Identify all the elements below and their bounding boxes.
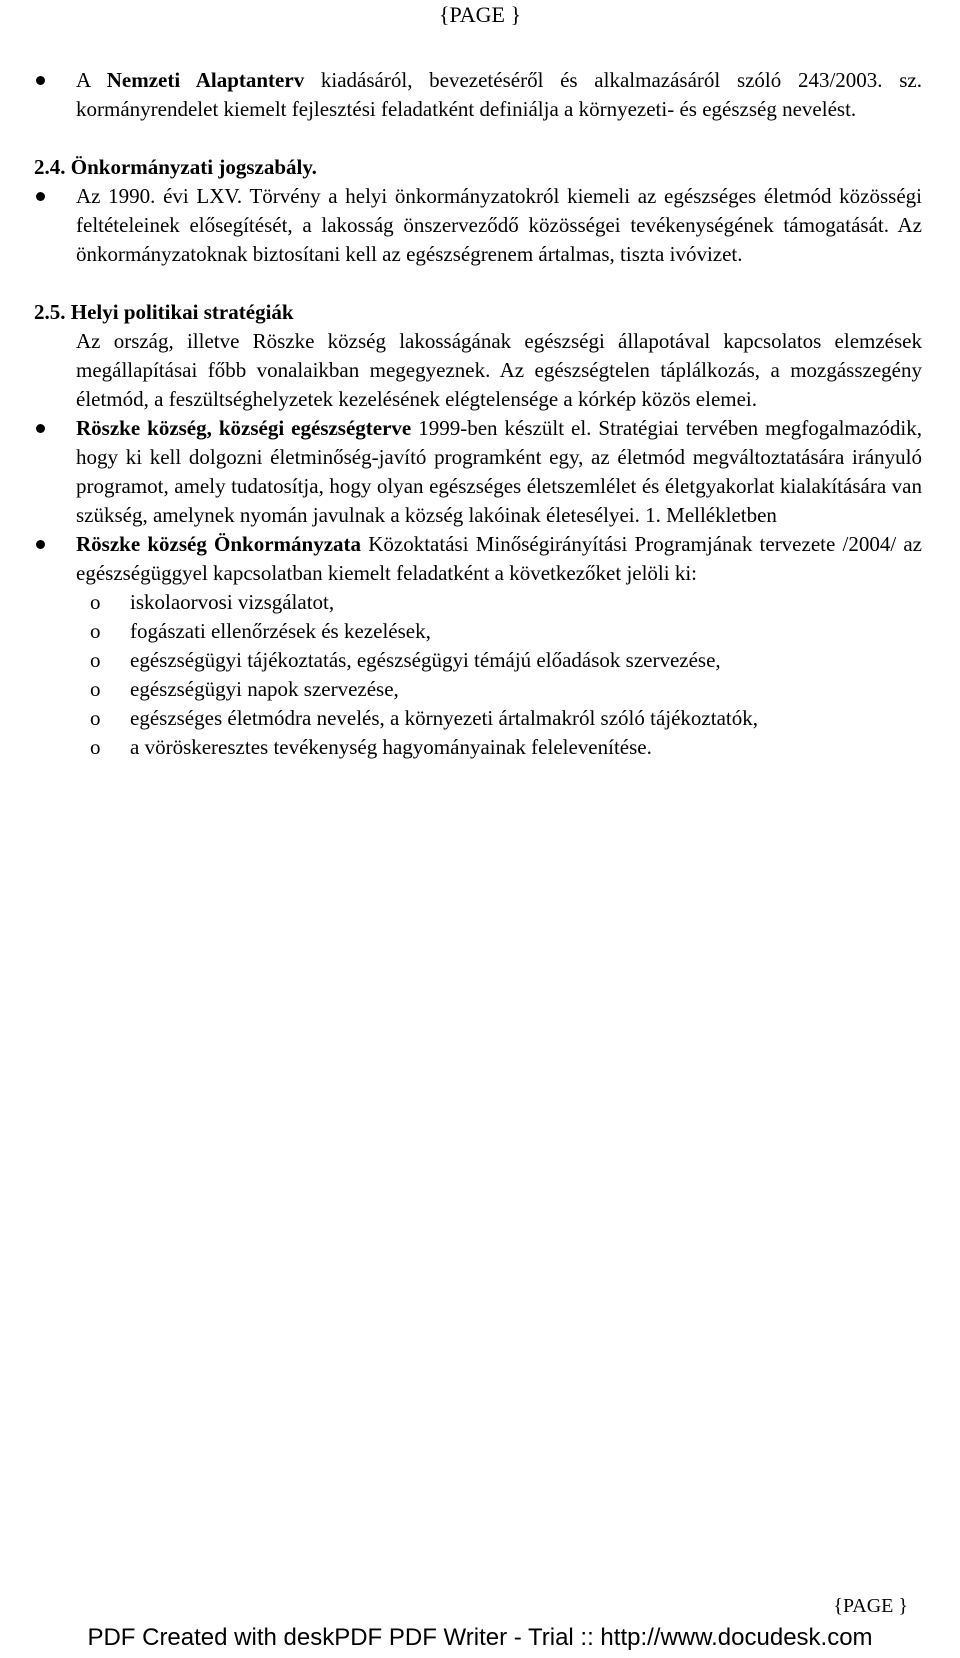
bullet-municipality — [34, 530, 922, 588]
bullet-nat — [34, 66, 922, 124]
page-header-field: {PAGE } — [438, 2, 522, 27]
list-marker: o — [90, 706, 101, 730]
section-2-5-paragraph: Az ország, illetve Röszke község lakosságának egészségi állapotával kapcsolatos elemzések megállapításai főbb vonalaikban megegyeznek. Az egészségtelen táplálkozás, a mozgásszegény életmód, a feszültséghelyzetek kezelésének elégtelensége a kórkép közös elemei. — [76, 329, 922, 411]
list-marker: o — [90, 677, 101, 701]
bullet-dot-icon — [36, 76, 45, 85]
list-marker: o — [90, 648, 101, 672]
bullet-law-text: Az 1990. évi LXV. Törvény a helyi önkormányzatokról kiemeli az egészséges életmód közösségi feltételeinek elősegítését, a lakosság önszerveződő közösségei tevékenységének támogatását. Az önkormányzatoknak biztosítani kell az egészségrenem ártalmas, tiszta ivóvizet. — [76, 184, 922, 266]
bullet-health-plan-bold: Röszke község, községi egészségterve — [76, 416, 412, 440]
list-item-text: fogászati ellenőrzések és kezelések, — [130, 619, 431, 643]
bullet-dot-icon — [36, 540, 45, 549]
section-heading-2-4: 2.4. Önkormányzati jogszabály. — [34, 155, 317, 179]
bullet-dot-icon — [36, 424, 45, 433]
bullet-nat-bold: Nemzeti Alaptanterv — [106, 68, 305, 92]
list-item — [34, 733, 922, 762]
bullet-municipality-text: Közoktatási Minőségirányítási Programjának tervezete /2004/ az egészségüggyel kapcsolatban kiemelt feladatként a következőket jelöli ki: — [76, 532, 922, 585]
bullet-nat-text: kiadásáról, bevezetéséről és alkalmazásáról szóló 243/2003. sz. kormányrendelet kiemelt fejlesztési feladatként definiálja a környezeti- és egészség nevelést. — [76, 68, 922, 121]
page-footer-field: {PAGE } — [833, 1595, 908, 1617]
pdf-watermark: PDF Created with deskPDF PDF Writer - Trial :: http://www.docudesk.com — [87, 1624, 873, 1651]
list-item-text: iskolaorvosi vizsgálatot, — [130, 590, 335, 614]
list-item — [34, 617, 922, 646]
bullet-law — [34, 182, 922, 269]
list-item — [34, 704, 922, 733]
list-item-text: egészségügyi napok szervezése, — [130, 677, 399, 701]
list-item — [34, 588, 922, 617]
section-heading-2-5: 2.5. Helyi politikai stratégiák — [34, 300, 294, 324]
bullet-health-plan — [34, 414, 922, 530]
list-item — [34, 675, 922, 704]
list-item-text: egészséges életmódra nevelés, a környezeti ártalmakról szóló tájékoztatók, — [130, 706, 758, 730]
document-body — [34, 66, 922, 762]
task-list — [34, 588, 922, 762]
list-marker: o — [90, 735, 101, 759]
bullet-health-plan-text: 1999-ben készült el. Stratégiai tervében megfogalmazódik, hogy ki kell dolgozni életminőség-javító programként egy, az életmód megváltoztatására irányuló programot, amely tudatosítja, hogy olyan egészséges életszemlélet és életgyakorlat kialakítására van szükség, amelynek nyomán javulnak a község lakóinak életesélyei. 1. Mellékletben — [76, 416, 922, 527]
list-item-text: egészségügyi tájékoztatás, egészségügyi témájú előadások szervezése, — [130, 648, 721, 672]
list-marker: o — [90, 619, 101, 643]
list-marker: o — [90, 590, 101, 614]
list-item — [34, 646, 922, 675]
list-item-text: a vöröskeresztes tevékenység hagyományainak felelevenítése. — [130, 735, 652, 759]
bullet-nat-lead: A — [76, 68, 107, 92]
bullet-municipality-bold: Röszke község Önkormányzata — [76, 532, 362, 556]
bullet-dot-icon — [36, 192, 45, 201]
